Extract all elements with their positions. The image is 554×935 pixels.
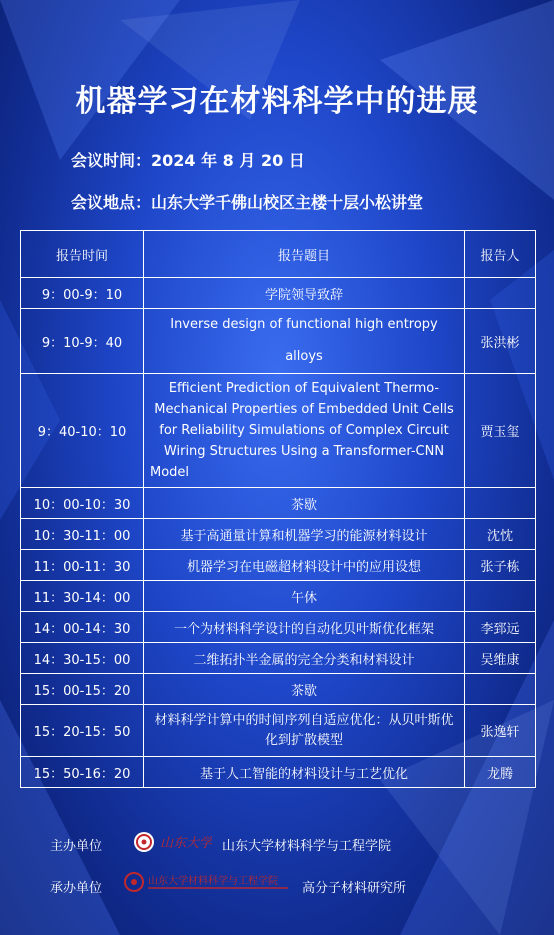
row-time: 11：30-14：00 <box>21 581 144 612</box>
organizer-label: 主办单位 <box>50 839 103 854</box>
table-header-row <box>21 231 536 278</box>
sdu-logo <box>132 830 212 854</box>
row-speaker: 张子栋 <box>465 550 536 581</box>
header-topic: 报告题目 <box>144 231 465 278</box>
row-topic: 基于人工智能的材料设计与工艺优化 <box>144 757 465 788</box>
table-row <box>21 674 536 705</box>
row-speaker: 龙腾 <box>465 757 536 788</box>
header-time: 报告时间 <box>21 231 144 278</box>
table-row <box>21 757 536 788</box>
row-time: 15：50-16：20 <box>21 757 144 788</box>
organizer-name: 山东大学材料科学与工程学院 <box>222 839 392 854</box>
row-topic: 茶歇 <box>144 488 465 519</box>
row-speaker: 张洪彬 <box>465 309 536 374</box>
row-speaker <box>465 488 536 519</box>
college-logo <box>124 870 294 894</box>
row-topic: 一个为材料科学设计的自动化贝叶斯优化框架 <box>144 612 465 643</box>
row-time: 10：00-10：30 <box>21 488 144 519</box>
table-row <box>21 374 536 488</box>
row-speaker: 李郅远 <box>465 612 536 643</box>
row-time: 14：00-14：30 <box>21 612 144 643</box>
row-speaker <box>465 581 536 612</box>
row-time: 15：00-15：20 <box>21 674 144 705</box>
header-speaker: 报告人 <box>465 231 536 278</box>
row-time: 15：20-15：50 <box>21 705 144 757</box>
row-topic: 学院领导致辞 <box>144 278 465 309</box>
row-speaker <box>465 674 536 705</box>
row-speaker: 沈忱 <box>465 519 536 550</box>
row-topic: 机器学习在电磁超材料设计中的应用设想 <box>144 550 465 581</box>
row-time: 10：30-11：00 <box>21 519 144 550</box>
meeting-time: 会议时间：2024 年 8 月 20 日 <box>71 151 305 170</box>
row-speaker <box>465 278 536 309</box>
college-logo-text: 山东大学材料科学与工程学院 <box>148 876 278 887</box>
table-row <box>21 309 536 374</box>
meeting-place: 会议地点：山东大学千佛山校区主楼十层小松讲堂 <box>71 193 424 212</box>
row-time: 14：30-15：00 <box>21 643 144 674</box>
co-organizer-label: 承办单位 <box>50 881 103 896</box>
row-speaker: 张逸轩 <box>465 705 536 757</box>
table-row <box>21 643 536 674</box>
table-row <box>21 488 536 519</box>
table-row <box>21 550 536 581</box>
row-time: 9：10-9：40 <box>21 309 144 374</box>
row-time: 11：00-11：30 <box>21 550 144 581</box>
row-speaker: 贾玉玺 <box>465 374 536 488</box>
row-topic: 茶歇 <box>144 674 465 705</box>
row-time: 9：40-10：10 <box>21 374 144 488</box>
row-topic: Inverse design of functional high entropy alloys <box>144 309 465 374</box>
table-row <box>21 581 536 612</box>
row-topic: 基于高通量计算和机器学习的能源材料设计 <box>144 519 465 550</box>
co-organizer-name: 高分子材料研究所 <box>302 881 407 896</box>
row-time: 9：00-9：10 <box>21 278 144 309</box>
table-row <box>21 519 536 550</box>
row-topic: Efficient Prediction of Equivalent Thermo-Mechanical Properties of Embedded Unit Cells for Reliability Simulations of Complex Circuit Wiring Structures Using a Transformer-CNN Model <box>144 374 465 488</box>
row-topic: 午休 <box>144 581 465 612</box>
row-topic: 材料科学计算中的时间序列自适应优化：从贝叶斯优化到扩散模型 <box>144 705 465 757</box>
schedule-table <box>20 230 536 788</box>
table-row <box>21 705 536 757</box>
row-speaker: 吴维康 <box>465 643 536 674</box>
page-title: 机器学习在材料科学中的进展 <box>75 84 479 119</box>
table-row <box>21 278 536 309</box>
row-topic: 二维拓扑半金属的完全分类和材料设计 <box>144 643 465 674</box>
sdu-logo-text: 山东大学 <box>160 836 212 851</box>
table-row <box>21 612 536 643</box>
